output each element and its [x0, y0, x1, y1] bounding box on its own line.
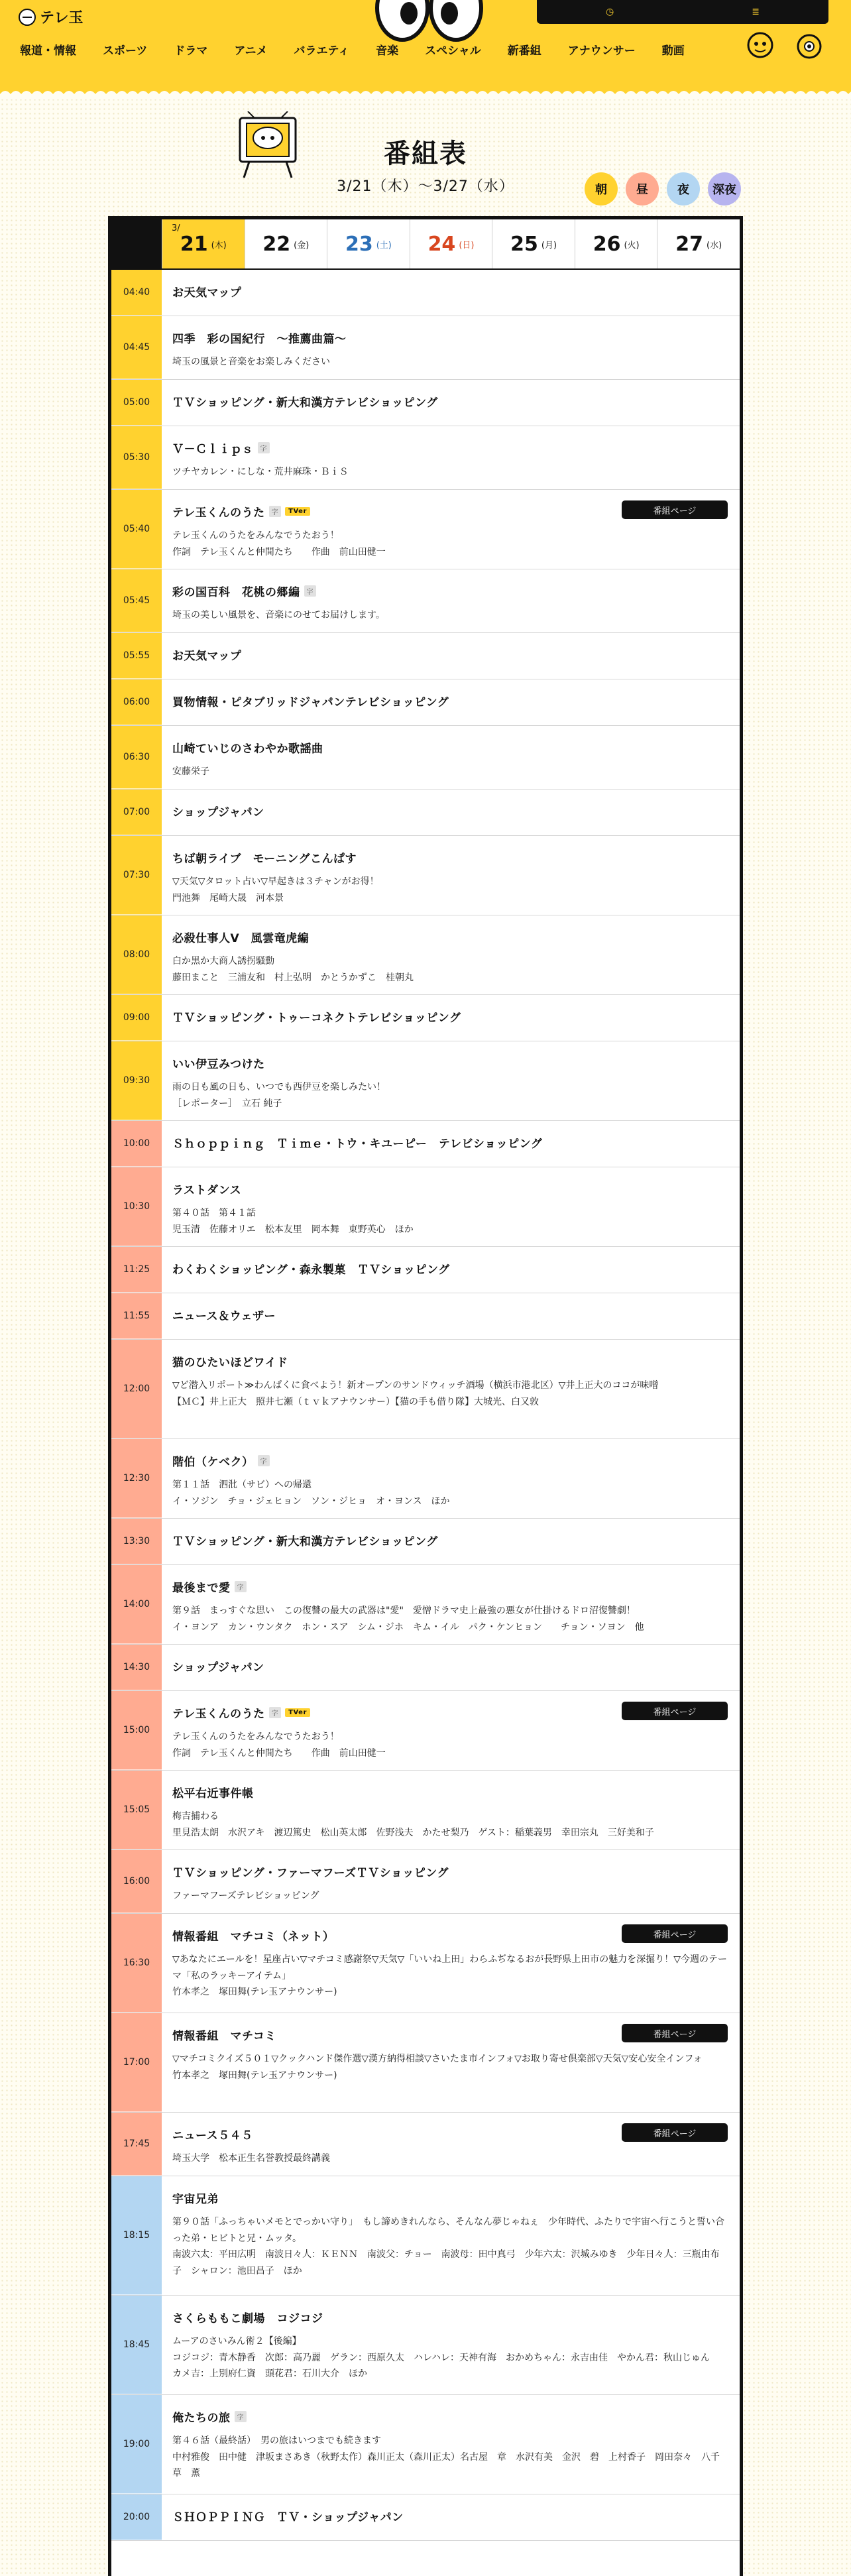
program-description-line: ▽マチコミクイズ５０１▽クックハンド傑作選▽漢方納得相談▽さいたま市インフォ▽お取り寄せ倶楽部▽天気▽安心安全インフォ — [172, 2054, 703, 2064]
program-title-text: ＴＶショッピング・ファーマフーズＴＶショッピング — [172, 1867, 449, 1880]
tab-weekday: (日) — [459, 240, 475, 251]
program-title — [172, 693, 728, 709]
program-title — [172, 2190, 728, 2206]
program-row — [111, 1565, 740, 1645]
program-description — [172, 1952, 728, 2001]
program-description-line: 竹本孝之 塚田舞(テレ玉アナウンサー) — [172, 1987, 337, 1997]
program-row — [111, 1247, 740, 1293]
program-title — [172, 2508, 728, 2524]
date-tab-25[interactable] — [492, 219, 575, 268]
program-title — [172, 1658, 728, 1674]
program-time: 05:30 — [111, 426, 162, 489]
nav-video[interactable]: 動画 — [661, 44, 685, 58]
program-time: 12:30 — [111, 1439, 162, 1518]
tab-weekday: (火) — [624, 240, 640, 251]
program-title — [172, 1181, 728, 1197]
program-description — [172, 2433, 728, 2482]
program-title-text: Ｓｈｏｐｐｉｎｇ Ｔｉｍｅ・トウ・キユーピー テレビショッピング — [172, 1138, 543, 1151]
subtitle-badge: 字 — [258, 442, 270, 453]
program-title — [172, 1134, 728, 1151]
program-cell[interactable] — [162, 1439, 740, 1518]
program-cell[interactable] — [162, 679, 740, 725]
program-title-text: 情報番組 マチコミ — [172, 2030, 276, 2043]
program-time: 17:45 — [111, 2113, 162, 2176]
program-description-line: 中村雅俊 田中健 津坂まさあき（秋野太作）森川正太（森川正太）名古屋 章 水沢有美 金沢 碧 上村香子 岡田奈々 八千草 薫 — [172, 2451, 720, 2479]
program-title-text: 最後まで愛 — [172, 1582, 231, 1595]
program-description-line: イ・ヨンア カン・ウンタク ホン・スア シム・ジホ キム・イル パク・ケンヒョン チョン・ソヨン 他 — [172, 1621, 644, 1633]
site-logo[interactable] — [19, 7, 84, 27]
teletama-kun-icon[interactable] — [746, 29, 775, 62]
program-page-button[interactable]: 番組ページ — [622, 1702, 728, 1720]
program-cell[interactable] — [162, 426, 740, 489]
date-tab-24[interactable] — [410, 219, 492, 268]
program-page-button[interactable]: 番組ページ — [622, 2024, 728, 2042]
top-utility-bar — [537, 0, 828, 24]
program-row — [111, 1041, 740, 1121]
mascot-links — [746, 29, 824, 62]
nav-anime[interactable]: アニメ — [234, 44, 268, 58]
program-time: 14:30 — [111, 1645, 162, 1690]
program-description — [172, 1377, 728, 1410]
program-time: 04:40 — [111, 270, 162, 316]
program-row — [111, 380, 740, 426]
program-title-text: ＳＨＯＰＰＩＮＧ ＴＶ・ショップジャパン — [172, 2511, 404, 2524]
program-row — [111, 2176, 740, 2296]
program-cell[interactable] — [162, 1121, 740, 1167]
program-cell[interactable] — [162, 2296, 740, 2394]
program-row — [111, 1167, 740, 1247]
subtitle-badge: 字 — [258, 1455, 270, 1466]
program-title-text: ＴＶショッピング・新大和漢方テレビショッピング — [172, 1535, 438, 1549]
program-row — [111, 490, 740, 569]
program-title — [172, 849, 728, 866]
program-description-line: 作詞 テレ玉くんと仲間たち 作曲 前山田健一 — [172, 1747, 386, 1759]
program-title-text: 情報番組 マチコミ（ネット） — [172, 1930, 335, 1944]
program-cell[interactable] — [162, 2013, 740, 2112]
date-tab-27[interactable] — [657, 219, 740, 268]
program-time: 15:00 — [111, 1691, 162, 1770]
program-description-line: ▽ど潜入リポート≫わんぱくに食べよう！新オープンのサンドウィッチ酒場（横浜市港北区）▽井上正大のココが味噌 — [172, 1380, 659, 1391]
program-page-button[interactable]: 番組ページ — [622, 1924, 728, 1943]
menu-link[interactable]: ≣ — [752, 7, 760, 17]
program-time: 05:45 — [111, 569, 162, 632]
program-title — [172, 2408, 728, 2425]
program-row — [111, 1293, 740, 1340]
program-description-line: 【ＭＣ】井上正大 照井七瀬（ｔｖｋアナウンサー）【猫の手も借り隊】大城光、白又敦 — [172, 1396, 539, 1407]
program-description-line: 児玉清 佐藤オリエ 松本友里 岡本舞 東野英心 ほか — [172, 1224, 414, 1235]
program-description-line: 南波六太：平田広明 南波日々人：ＫＥＮＮ 南波父：チョー 南波母：田中真弓 少年六太：沢城みゆき 少年日々人：三瓶由布子 シャロン：池田昌子 ほか — [172, 2249, 720, 2276]
program-title-text: わくわくショッピング・森永製菓 ＴＶショッピング — [172, 1263, 450, 1277]
nav-new-programs[interactable]: 新番組 — [507, 44, 541, 58]
time-button-1[interactable]: 昼 — [626, 172, 659, 205]
subtitle-badge: 字 — [269, 1707, 282, 1718]
program-description — [172, 1888, 728, 1904]
schedule-board — [108, 216, 743, 2576]
program-cell[interactable] — [162, 2395, 740, 2494]
program-description — [172, 2051, 728, 2083]
program-title-text: ショップジャパン — [172, 1661, 264, 1674]
program-row — [111, 1121, 740, 1167]
tab-month: 3/ — [172, 223, 180, 233]
program-description-line: テレ玉くんのうたをみんなでうたおう！ — [172, 1731, 339, 1742]
subtitle-badge: 字 — [235, 2411, 247, 2422]
logo-text: テレ玉 — [40, 10, 84, 27]
program-description — [172, 2214, 728, 2279]
program-cell[interactable] — [162, 1041, 740, 1120]
program-title — [172, 1307, 728, 1323]
program-title — [172, 2309, 728, 2325]
program-title-text: テレ玉くんのうた — [172, 506, 265, 520]
program-title-text: ラストダンス — [172, 1184, 242, 1197]
program-cell[interactable] — [162, 1771, 740, 1849]
program-cell[interactable] — [162, 1850, 740, 1913]
tab-day: 21 — [180, 232, 208, 256]
program-row — [111, 1519, 740, 1565]
program-cell[interactable] — [162, 1519, 740, 1564]
program-title-text: 俺たちの旅 — [172, 2412, 231, 2425]
program-title-text: さくらももこ劇場 コジコジ — [172, 2312, 323, 2325]
program-cell[interactable] — [162, 380, 740, 426]
tab-day: 25 — [510, 232, 538, 256]
program-time: 10:00 — [111, 1121, 162, 1167]
subtitle-badge: 字 — [235, 1581, 247, 1592]
tver-badge: TVer — [285, 507, 310, 516]
program-row — [111, 915, 740, 995]
program-title — [172, 1452, 728, 1469]
program-title-text: ショップジャパン — [172, 806, 264, 819]
program-description — [172, 528, 728, 560]
program-description — [172, 953, 728, 986]
program-time: 15:05 — [111, 1771, 162, 1849]
tab-day: 22 — [262, 232, 291, 256]
program-title-text: 猫のひたいほどワイド — [172, 1356, 288, 1370]
program-title — [172, 329, 728, 346]
program-row — [111, 995, 740, 1041]
program-description-line: 作詞 テレ玉くんと仲間たち 作曲 前山田健一 — [172, 546, 386, 557]
program-time: 05:40 — [111, 490, 162, 569]
program-cell[interactable] — [162, 790, 740, 835]
tab-weekday: (月) — [541, 240, 557, 251]
program-description-line: 第４６話（最終話） 男の旅はいつまでも続きます — [172, 2435, 381, 2446]
program-description — [172, 354, 728, 371]
program-cell[interactable] — [162, 1293, 740, 1339]
program-cell[interactable] — [162, 1565, 740, 1644]
program-title — [172, 1532, 728, 1549]
program-description — [172, 2150, 728, 2167]
program-cell[interactable] — [162, 1340, 740, 1438]
program-row — [111, 1691, 740, 1771]
program-cell[interactable] — [162, 915, 740, 994]
program-title-text: ニュース＆ウェザー — [172, 1310, 276, 1323]
program-list — [111, 270, 740, 2541]
program-time: 06:00 — [111, 679, 162, 725]
nav-sports[interactable]: スポーツ — [103, 44, 148, 58]
program-title-text: Ｖ－Ｃｌｉｐｓ — [172, 443, 254, 456]
program-row — [111, 1340, 740, 1439]
program-time: 19:00 — [111, 2395, 162, 2494]
program-title — [172, 803, 728, 819]
program-time: 12:00 — [111, 1340, 162, 1438]
program-row — [111, 2494, 740, 2541]
program-cell[interactable] — [162, 2176, 740, 2295]
program-title-text: 宇宙兄弟 — [172, 2193, 219, 2206]
program-cell[interactable] — [162, 2494, 740, 2540]
program-description-line: 雨の日も風の日も、いつでも西伊豆を楽しみたい！ — [172, 1082, 386, 1092]
date-tabs — [111, 219, 740, 270]
program-description-line: ムーアのさいみん術２【後編】 — [172, 2336, 302, 2347]
time-button-2[interactable]: 夜 — [667, 172, 700, 205]
program-description-line: 第１１話 泗沘（サビ）への帰還 — [172, 1480, 312, 1490]
program-row — [111, 1850, 740, 1914]
program-row — [111, 2013, 740, 2113]
program-row — [111, 1771, 740, 1850]
program-row — [111, 426, 740, 490]
program-time: 04:45 — [111, 316, 162, 379]
program-description-line: コジコジ：青木静香 次郎：高乃麗 ゲラン：西原久太 ハレハレ：天神有海 おかめちゃん：永吉由佳 やかん君：秋山じゅん カメ吉：上別府仁資 頭花君：石川大介 ほか — [172, 2352, 720, 2379]
program-description — [172, 874, 728, 906]
program-description-line: 埼玉の風景と音楽をお楽しみください — [172, 357, 330, 367]
program-description-line: ファーマフーズテレビショッピング — [172, 1891, 319, 1901]
program-description — [172, 1808, 728, 1841]
program-title — [172, 929, 728, 945]
program-description-line: 白か黒か大商人誘拐騒動 — [172, 956, 274, 966]
program-page-button[interactable]: 番組ページ — [622, 500, 728, 519]
program-title — [172, 1055, 728, 1071]
program-description-line: 門池舞 尾崎大晟 河本景 — [172, 892, 284, 904]
program-cell[interactable] — [162, 995, 740, 1041]
program-cell[interactable] — [162, 726, 740, 789]
program-time: 07:30 — [111, 836, 162, 915]
program-time: 08:00 — [111, 915, 162, 994]
program-title-text: 四季 彩の国紀行 ～推薦曲篇～ — [172, 333, 347, 346]
program-description-line: 第９０話「ふっちゃいメモとでっかい守り」 もし諦めきれんなら、そんなん夢じゃねぇ 少年時代、ふたりで宇宙へ行こうと誓い合った弟・ヒビトと兄・ムッタ。 — [172, 2217, 724, 2244]
program-description — [172, 1079, 728, 1112]
program-description — [172, 1603, 728, 1635]
global-nav — [20, 41, 711, 58]
program-cell[interactable] — [162, 1914, 740, 2013]
nav-music[interactable]: 音楽 — [376, 44, 399, 58]
program-title — [172, 1863, 728, 1880]
program-time: 11:25 — [111, 1247, 162, 1293]
program-title-text: 階伯（ケベク） — [172, 1456, 254, 1469]
program-title-text: ニュース５４５ — [172, 2129, 253, 2142]
program-description-line: 藤田まこと 三浦友和 村上弘明 かとうかずこ 桂朝丸 — [172, 972, 414, 983]
tab-corner — [111, 219, 162, 268]
program-title — [172, 1008, 728, 1025]
program-row — [111, 790, 740, 836]
program-description-line: 第９話 まっすぐな思い この復讐の最大の武器は"愛" 愛憎ドラマ史上最強の悪女が仕掛けるドロ沼復讐劇！ — [172, 1606, 636, 1616]
program-row — [111, 1914, 740, 2013]
program-title-text: テレ玉くんのうた — [172, 1708, 265, 1721]
program-title — [172, 583, 728, 599]
program-cell[interactable] — [162, 1167, 740, 1246]
program-description-line: 埼玉の美しい風景を、音楽にのせてお届けします。 — [172, 610, 385, 620]
nav-variety[interactable]: バラエティ — [294, 44, 350, 58]
program-title-text: ＴＶショッピング・新大和漢方テレビショッピング — [172, 396, 438, 410]
date-range: 3/21（木）～3/27（水） — [337, 178, 514, 195]
program-title-text: 買物情報・ピタブリッドジャパンテレビショッピング — [172, 696, 449, 709]
program-cell[interactable] — [162, 1691, 740, 1770]
program-row — [111, 2296, 740, 2395]
tab-weekday: (水) — [707, 240, 722, 251]
program-row — [111, 569, 740, 633]
program-description-line: ［レポーター］ 立石 純子 — [172, 1098, 282, 1109]
program-row — [111, 2395, 740, 2494]
tamatama-kun-icon[interactable] — [795, 29, 824, 62]
program-cell[interactable] — [162, 490, 740, 569]
title-area — [0, 106, 851, 205]
program-title-text: 松平右近事件帳 — [172, 1787, 254, 1800]
program-description — [172, 2333, 728, 2382]
program-cell[interactable] — [162, 1247, 740, 1293]
program-title — [172, 1784, 728, 1800]
tab-day: 24 — [427, 232, 456, 256]
program-row — [111, 1439, 740, 1519]
program-cell[interactable] — [162, 316, 740, 379]
program-title-text: お天気マップ — [172, 650, 242, 663]
program-time: 10:30 — [111, 1167, 162, 1246]
program-cell[interactable] — [162, 569, 740, 632]
program-description — [172, 1205, 728, 1238]
program-description-line: ▽あなたにエールを！星座占い▽マチコミ感謝祭▽天気▽「いいね上田」わらふぢなるおが長野県上田市の魅力を深掘り！▽今週のテーマ「私のラッキーアイテム」 — [172, 1954, 727, 1981]
program-title — [172, 393, 728, 410]
mascot-eyes-icon — [374, 0, 484, 43]
program-time: 17:00 — [111, 2013, 162, 2112]
program-title — [172, 283, 728, 300]
time-button-0[interactable]: 朝 — [585, 172, 618, 205]
program-description-line: 梅吉捕わる — [172, 1811, 219, 1822]
program-time: 07:00 — [111, 790, 162, 835]
program-time: 18:15 — [111, 2176, 162, 2295]
program-description-line: ▽天気▽タロット占い▽早起きは３チャンがお得！ — [172, 876, 379, 887]
header-wave-edge — [0, 86, 851, 99]
nav-announcer[interactable]: アナウンサー — [567, 44, 636, 58]
program-cell[interactable] — [162, 2113, 740, 2176]
program-row — [111, 679, 740, 726]
program-description — [172, 464, 728, 481]
program-time: 06:30 — [111, 726, 162, 789]
program-page-button[interactable]: 番組ページ — [622, 2123, 728, 2142]
program-description-line: イ・ソジン チョ・ジェヒョン ソン・ジヒョ オ・ヨンス ほか — [172, 1495, 450, 1507]
tab-weekday: (金) — [294, 240, 310, 251]
program-title-text: 山崎ていじのさわやか歌謡曲 — [172, 742, 323, 756]
program-description-line: 竹本孝之 塚田舞(テレ玉アナウンサー) — [172, 2070, 337, 2081]
date-tab-23[interactable] — [327, 219, 410, 268]
program-cell[interactable] — [162, 270, 740, 316]
site-header — [0, 0, 851, 99]
watch-link[interactable]: ◷ — [606, 7, 614, 17]
nav-drama[interactable]: ドラマ — [174, 44, 208, 58]
program-title — [172, 439, 728, 456]
program-title — [172, 1260, 728, 1277]
program-cell[interactable] — [162, 836, 740, 915]
program-description-line: 埼玉大学 松本正生名誉教授最終講義 — [172, 2153, 330, 2164]
program-title — [172, 739, 728, 756]
program-time: 11:55 — [111, 1293, 162, 1339]
program-title-text: 必殺仕事人Ⅴ 風雲竜虎編 — [172, 932, 310, 945]
program-description-line: 里見浩太朗 水沢アキ 渡辺篤史 松山英太郎 佐野浅夫 かたせ梨乃 ゲスト：稲葉義男 幸田宗丸 三好美和子 — [172, 1827, 654, 1838]
program-time: 09:00 — [111, 995, 162, 1041]
program-time: 20:00 — [111, 2494, 162, 2540]
program-cell[interactable] — [162, 633, 740, 679]
program-title — [172, 646, 728, 663]
program-time: 16:30 — [111, 1914, 162, 2013]
program-title-text: 彩の国百科 花桃の郷編 — [172, 586, 300, 599]
page-title: 番組表 — [384, 139, 467, 169]
program-time: 13:30 — [111, 1519, 162, 1564]
logo-icon — [19, 9, 36, 26]
program-title-text: ＴＶショッピング・トゥーコネクトテレビショッピング — [172, 1012, 461, 1025]
tab-day: 26 — [593, 232, 621, 256]
subtitle-badge: 字 — [304, 585, 317, 597]
tab-weekday: (木) — [211, 240, 227, 251]
time-jump-buttons — [585, 172, 741, 205]
program-row — [111, 633, 740, 679]
nav-special[interactable]: スペシャル — [425, 44, 481, 58]
program-title-text: お天気マップ — [172, 286, 242, 300]
program-time: 05:55 — [111, 633, 162, 679]
program-title — [172, 1353, 728, 1370]
tab-weekday: (土) — [376, 240, 392, 251]
tver-badge: TVer — [285, 1708, 310, 1717]
tab-day: 27 — [675, 232, 704, 256]
program-time: 18:45 — [111, 2296, 162, 2394]
program-description-line: 第４０話 第４１話 — [172, 1208, 256, 1218]
date-tab-26[interactable] — [575, 219, 657, 268]
date-tab-21[interactable] — [162, 219, 245, 268]
program-row — [111, 1645, 740, 1691]
program-row — [111, 316, 740, 380]
time-button-3[interactable]: 深夜 — [708, 172, 741, 205]
subtitle-badge: 字 — [269, 506, 282, 517]
program-description — [172, 1729, 728, 1761]
program-row — [111, 726, 740, 790]
date-tab-22[interactable] — [245, 219, 327, 268]
program-time: 05:00 — [111, 380, 162, 426]
tab-day: 23 — [345, 232, 373, 256]
program-title-text: いい伊豆みつけた — [172, 1058, 265, 1071]
program-title — [172, 1578, 728, 1595]
program-description — [172, 764, 728, 780]
program-time: 09:30 — [111, 1041, 162, 1120]
program-description-line: 安藤栄子 — [172, 766, 209, 777]
program-cell[interactable] — [162, 1645, 740, 1690]
program-time: 14:00 — [111, 1565, 162, 1644]
program-time: 16:00 — [111, 1850, 162, 1913]
program-row — [111, 2113, 740, 2176]
nav-news[interactable]: 報道・情報 — [20, 44, 76, 58]
program-description — [172, 607, 728, 624]
program-description-line: ツチヤカレン・にしな・荒井麻珠・ＢｉＳ — [172, 467, 349, 477]
program-description — [172, 1477, 728, 1509]
program-description-line: テレ玉くんのうたをみんなでうたおう！ — [172, 530, 339, 541]
program-title-text: ちば朝ライブ モーニングこんぱす — [172, 852, 357, 866]
program-row — [111, 270, 740, 316]
program-row — [111, 836, 740, 915]
